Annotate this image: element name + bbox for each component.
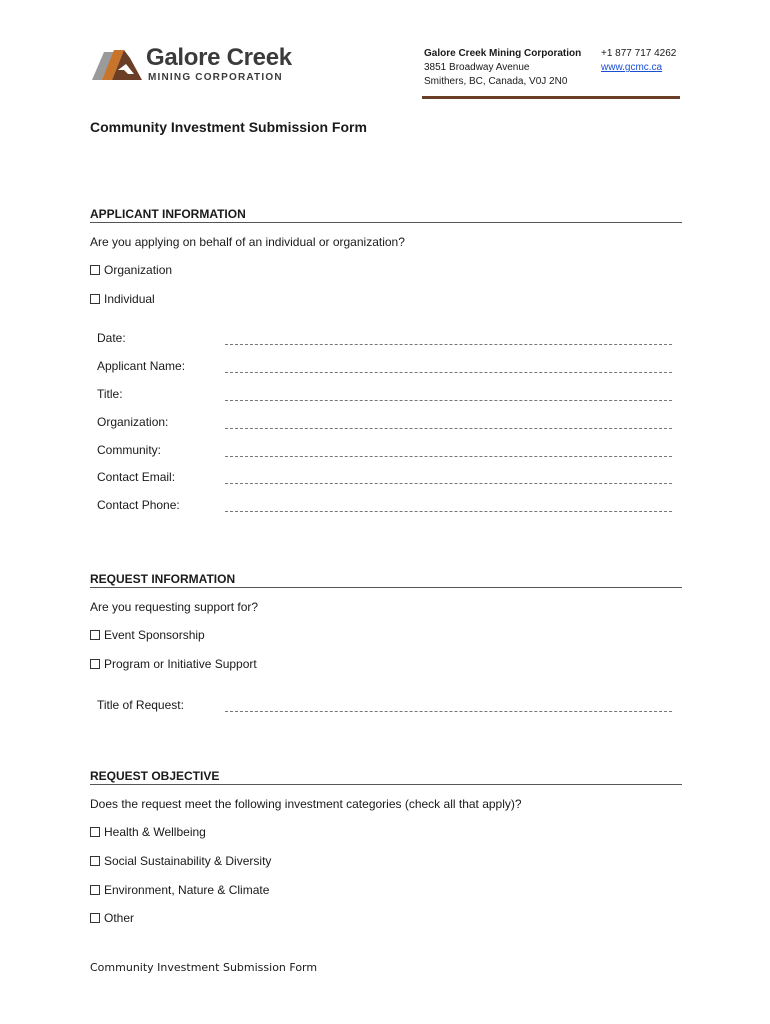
checkbox-label: Program or Initiative Support — [104, 657, 257, 671]
page-footer: Community Investment Submission Form — [90, 961, 318, 974]
field-label: Contact Email: — [97, 470, 176, 484]
section-request-heading: REQUEST INFORMATION — [90, 572, 236, 586]
field-blank-line[interactable] — [225, 511, 672, 512]
field-applicant-name[interactable] — [97, 359, 677, 375]
field-title-of-request[interactable] — [97, 698, 677, 714]
field-blank-line[interactable] — [225, 483, 672, 484]
checkbox-label: Organization — [104, 263, 173, 277]
checkbox-box[interactable] — [90, 659, 100, 669]
company-logo — [90, 44, 300, 84]
checkbox-other[interactable] — [90, 911, 134, 925]
field-label: Organization: — [97, 415, 169, 429]
checkbox-environment[interactable] — [90, 883, 269, 897]
section-divider — [90, 587, 682, 588]
checkbox-box[interactable] — [90, 265, 100, 275]
field-contact-email[interactable] — [97, 470, 677, 486]
checkbox-program-support[interactable] — [90, 657, 257, 671]
field-blank-line[interactable] — [225, 456, 672, 457]
section-objective-heading: REQUEST OBJECTIVE — [90, 769, 220, 783]
objective-question: Does the request meet the following investment categories (check all that apply)? — [90, 797, 522, 811]
field-label: Applicant Name: — [97, 359, 186, 373]
company-phone: +1 877 717 4262 — [601, 48, 677, 59]
company-address — [424, 47, 581, 89]
checkbox-label: Health & Wellbeing — [104, 825, 206, 839]
company-website-link[interactable]: www.gcmc.ca — [601, 62, 663, 73]
field-community[interactable] — [97, 443, 677, 459]
field-label: Community: — [97, 443, 162, 457]
checkbox-box[interactable] — [90, 630, 100, 640]
logo-subtitle: MINING CORPORATION — [148, 72, 283, 83]
logo-name: Galore Creek — [146, 44, 292, 71]
applicant-question: Are you applying on behalf of an individual or organization? — [90, 235, 405, 249]
form-title: Community Investment Submission Form — [90, 119, 367, 135]
section-divider — [90, 222, 682, 223]
checkbox-box[interactable] — [90, 827, 100, 837]
request-question: Are you requesting support for? — [90, 600, 259, 614]
checkbox-label: Other — [104, 911, 135, 925]
section-divider — [90, 784, 682, 785]
field-blank-line[interactable] — [225, 400, 672, 401]
field-blank-line[interactable] — [225, 344, 672, 345]
field-label: Contact Phone: — [97, 498, 180, 512]
checkbox-label: Social Sustainability & Diversity — [104, 854, 272, 868]
checkbox-box[interactable] — [90, 885, 100, 895]
checkbox-label: Event Sponsorship — [104, 628, 205, 642]
company-name: Galore Creek Mining Corporation — [424, 48, 582, 59]
header-divider — [422, 96, 680, 99]
field-label: Date: — [97, 331, 126, 345]
checkbox-event-sponsorship[interactable] — [90, 628, 205, 642]
company-city: Smithers, BC, Canada, V0J 2N0 — [424, 76, 568, 87]
field-date[interactable] — [97, 331, 677, 347]
page-header — [0, 0, 770, 100]
checkbox-health-wellbeing[interactable] — [90, 825, 206, 839]
checkbox-organization[interactable] — [90, 263, 172, 277]
checkbox-label: Environment, Nature & Climate — [104, 883, 270, 897]
field-blank-line[interactable] — [225, 711, 672, 712]
company-contact — [601, 47, 676, 75]
checkbox-box[interactable] — [90, 913, 100, 923]
field-organization[interactable] — [97, 415, 677, 431]
field-blank-line[interactable] — [225, 372, 672, 373]
mountain-logo-icon — [90, 44, 146, 84]
checkbox-box[interactable] — [90, 294, 100, 304]
checkbox-individual[interactable] — [90, 292, 155, 306]
checkbox-label: Individual — [104, 292, 155, 306]
field-label: Title: — [97, 387, 123, 401]
section-applicant-heading: APPLICANT INFORMATION — [90, 207, 246, 221]
field-label: Title of Request: — [97, 698, 184, 712]
checkbox-social-sustainability[interactable] — [90, 854, 271, 868]
checkbox-box[interactable] — [90, 856, 100, 866]
field-title[interactable] — [97, 387, 677, 403]
field-blank-line[interactable] — [225, 428, 672, 429]
field-contact-phone[interactable] — [97, 498, 677, 514]
company-street: 3851 Broadway Avenue — [424, 62, 530, 73]
